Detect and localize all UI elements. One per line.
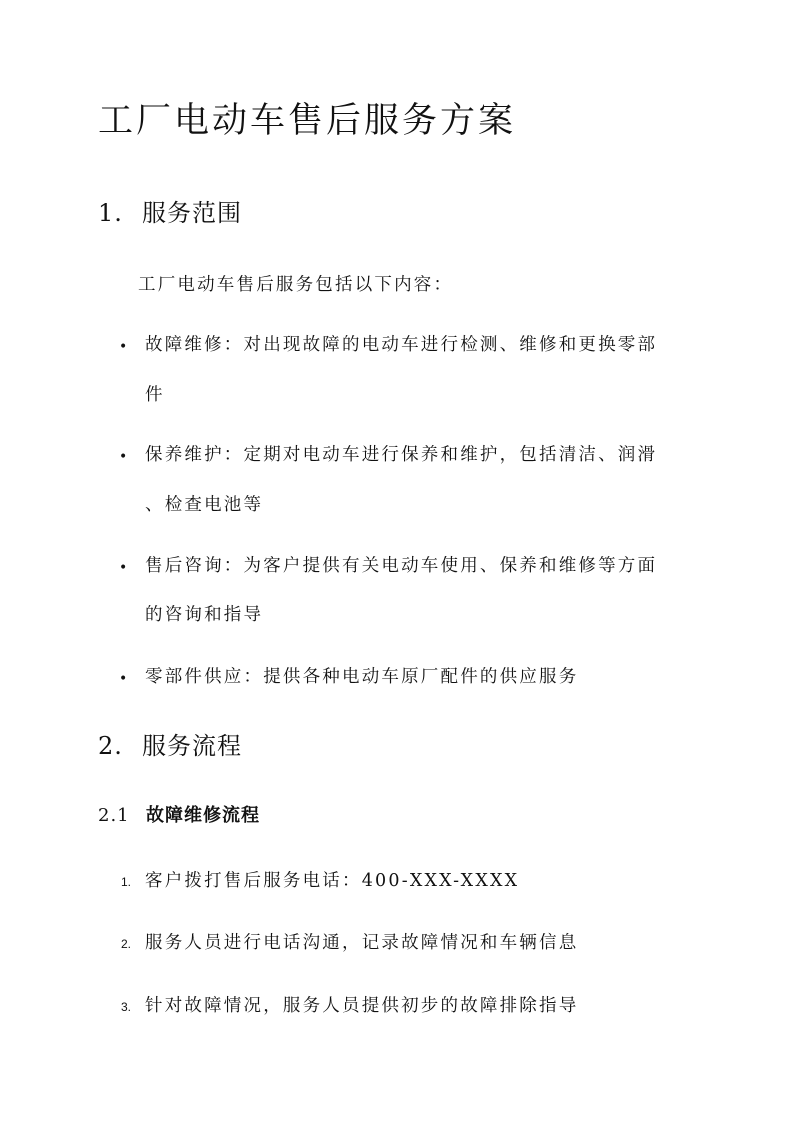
step-number: 1. [121,875,132,889]
bullet-icon: • [119,560,128,576]
step-number: 3. [121,1000,132,1014]
list-item-text: 故障维修：对出现故障的电动车进行检测、维修和更换零部 [145,335,658,355]
subsection-heading-text: 故障维修流程 [146,805,260,826]
list-item-text-continued: 、检查电池等 [145,495,264,515]
list-item-text: 售后咨询：为客户提供有关电动车使用、保养和维修等方面 [145,556,658,576]
section-number: 2. [98,732,123,760]
list-item-text: 保养维护：定期对电动车进行保养和维护，包括清洁、润滑 [145,445,658,465]
subsection-heading-repair-process [98,802,260,830]
step-number: 2. [121,937,132,951]
bullet-icon: • [119,449,128,465]
step-text: 针对故障情况，服务人员提供初步的故障排除指导 [145,996,579,1016]
bullet-icon: • [119,339,128,355]
document-title: 工厂电动车售后服务方案 [98,101,517,141]
subsection-number: 2.1 [98,805,130,826]
section-number: 1. [98,199,123,227]
intro-paragraph: 工厂电动车售后服务包括以下内容： [138,275,454,295]
list-item-text: 零部件供应：提供各种电动车原厂配件的供应服务 [145,667,579,687]
bullet-icon: • [119,671,128,687]
step-text: 服务人员进行电话沟通，记录故障情况和车辆信息 [145,933,579,953]
list-item-text-continued: 的咨询和指导 [145,605,264,625]
section-heading-text: 服务范围 [142,199,242,227]
list-item-text-continued: 件 [145,385,165,405]
section-heading-text: 服务流程 [142,732,242,760]
section-heading-service-process [98,730,242,762]
step-text: 客户拨打售后服务电话：400-XXX-XXXX [145,871,520,891]
section-heading-service-scope [98,197,242,229]
